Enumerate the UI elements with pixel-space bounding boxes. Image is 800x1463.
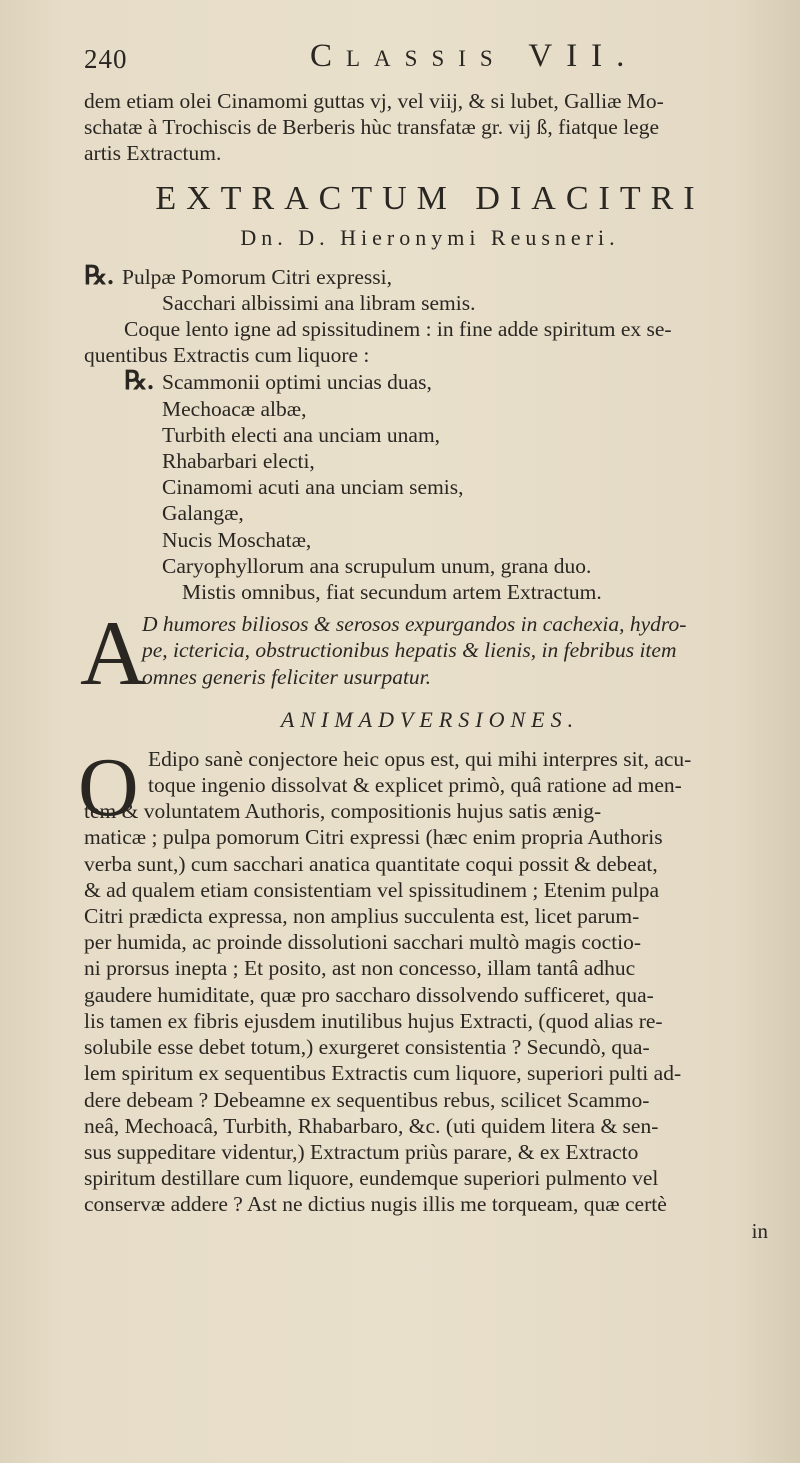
instruction-line: Coque lento igne ad spissitudinem : in fine adde spiritum ex se-: [124, 317, 672, 342]
recipe-line: [84, 500, 776, 526]
recipe-line: [84, 553, 776, 579]
recipe-text: Nucis Moschatæ,: [162, 527, 312, 552]
recipe-text: Sacchari albissimi ana libram semis.: [162, 290, 476, 315]
recipe-line: [84, 474, 776, 500]
drop-cap: O: [78, 740, 139, 834]
commentary-paragraph: [78, 740, 776, 1244]
commentary-line: ni prorsus inepta ; Et posito, ast non concesso, illam tantâ adhuc: [84, 956, 636, 981]
mistis-line: Mistis omnibus, fiat secundum artem Extractum.: [182, 580, 602, 605]
recipe-line: [84, 527, 776, 553]
instruction-line: quentibus Extractis cum liquore :: [84, 343, 370, 368]
commentary-line: per humida, ac proinde dissolutioni sacchari multò magis coctio-: [84, 930, 642, 955]
recipe-symbol: ℞.: [124, 366, 154, 396]
recipe-line: [84, 422, 776, 448]
commentary-line: tem & voluntatem Authoris, compositionis hujus satis ænig-: [84, 799, 602, 824]
recipe-one: [84, 260, 776, 316]
drop-cap: A: [80, 602, 147, 705]
section-heading: ANIMADVERSIONES.: [280, 706, 580, 732]
catchword: in: [751, 1218, 768, 1243]
page-number: 240: [84, 44, 128, 74]
commentary-line: solubile esse debet totum,) exurgeret consistentia ? Secundò, qua-: [84, 1035, 650, 1060]
commentary-line: conservæ addere ? Ast ne dictius nugis illis me torqueam, quæ certè: [84, 1192, 667, 1217]
recipe-line: [84, 290, 776, 316]
recipe-line: [84, 260, 776, 290]
recipe-line: [84, 396, 776, 422]
commentary-line: sus suppeditare videntur,) Extractum priùs parare, & ex Extracto: [84, 1139, 639, 1164]
usage-line: D humores biliosos & serosos expurgandos in cachexia, hydro-: [142, 612, 687, 637]
coque-instruction: [84, 316, 776, 368]
recipe-text: Scammonii optimi uncias duas,: [162, 370, 432, 395]
usage-paragraph: [80, 602, 776, 705]
recipe-text: Mechoacæ albæ,: [162, 396, 307, 421]
page-header: [84, 38, 776, 88]
usage-line: pe, ictericia, obstructionibus hepatis & lienis, in febribus item: [142, 638, 677, 663]
page-content: [78, 38, 776, 1244]
commentary-line: Edipo sanè conjectore heic opus est, qui mihi interpres sit, acu-: [148, 746, 692, 771]
recipe-line: [84, 448, 776, 474]
recipe-text: Turbith electi ana unciam unam,: [162, 422, 441, 447]
commentary-line: maticæ ; pulpa pomorum Citri expressi (hæc enim propria Authoris: [84, 825, 663, 850]
commentary-line: gaudere humiditate, quæ pro saccharo dissolvendo sufficeret, qua-: [84, 982, 654, 1007]
recipe-line: [84, 368, 776, 395]
recipe-text: Rhabarbari electi,: [162, 449, 315, 474]
recipe-text: Pulpæ Pomorum Citri expressi,: [122, 264, 392, 289]
intro-paragraph: [84, 88, 776, 167]
commentary-line: spiritum destillare cum liquore, eundemque superiori pulmento vel: [84, 1166, 659, 1191]
running-head: Classis VII.: [310, 38, 639, 74]
commentary-line: Citri prædicta expressa, non amplius succulenta est, licet parum-: [84, 904, 640, 929]
recipe-symbol: ℞.: [84, 260, 114, 290]
recipe-author: Dn. D. Hieronymi Reusneri.: [240, 224, 620, 250]
recipe-text: Caryophyllorum ana scrupulum unum, grana duo.: [162, 553, 592, 578]
recipe-title: EXTRACTUM DIACITRI: [155, 179, 705, 217]
commentary-line: neâ, Mechoacâ, Turbith, Rhabarbaro, &c. (uti quidem litera & sen-: [84, 1113, 659, 1138]
commentary-line: dere debeam ? Debeamne ex sequentibus rebus, scilicet Scammo-: [84, 1087, 650, 1112]
recipe-text: Galangæ,: [162, 501, 244, 526]
recipe-text: Cinamomi acuti ana unciam semis,: [162, 475, 464, 500]
commentary-line: lem spiritum ex sequentibus Extractis cum liquore, superiori pulti ad-: [84, 1061, 682, 1086]
intro-line: dem etiam olei Cinamomi guttas vj, vel viij, & si lubet, Galliæ Mo-: [84, 89, 664, 113]
commentary-line: verba sunt,) cum sacchari anatica quantitate coqui possit & debeat,: [84, 851, 658, 876]
recipe-two: [84, 368, 776, 605]
intro-line: schatæ à Trochiscis de Berberis hùc transfatæ gr. vij ß, fiatque lege: [84, 115, 659, 140]
intro-line: artis Extractum.: [84, 141, 222, 166]
commentary-line: & ad qualem etiam consistentiam vel spissitudinem ; Etenim pulpa: [84, 877, 660, 902]
commentary-line: toque ingenio dissolvat & explicet primò, quâ ratione ad men-: [148, 773, 682, 798]
usage-line: omnes generis feliciter usurpatur.: [142, 664, 432, 689]
commentary-line: lis tamen ex fibris ejusdem inutilibus hujus Extracti, (quod alias re-: [84, 1008, 663, 1033]
